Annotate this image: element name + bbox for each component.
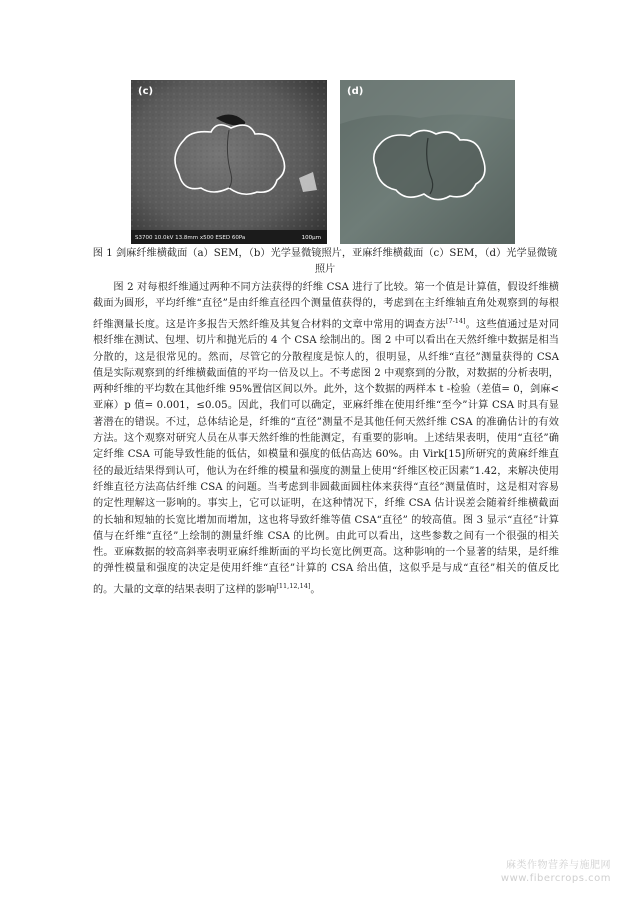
panel-d-label: (d): [347, 86, 364, 97]
optical-micrograph: [340, 80, 515, 244]
panel-c-label: (c): [138, 86, 154, 97]
sem-texture: [131, 80, 327, 244]
body-paragraph: [93, 280, 559, 598]
watermark-url: www.fibercrops.com: [500, 873, 611, 884]
figure-panel-d: [340, 80, 515, 244]
site-watermark: [501, 859, 611, 885]
body-text-end: 。: [310, 584, 321, 596]
figure-caption: 图 1 剑麻纤维横截面（a）SEM，（b）光学显微镜照片，亚麻纤维横截面（c）SEM，（d）光学显微镜照片: [92, 248, 558, 275]
body-text-part-2: 。这些值通过是对同根纤维在测试、包埋、切片和抛光后的 4 个 CSA 绘制出的。图 2 中可以看出在天然纤维中数据是相当分散的，这是很常见的。然而，尽管它的分散程度是惊人的，很明显，从纤维“直径”测量获得的 CSA 值是实际观察到的纤维横截面值的平均一倍及以上。不考虑图 2 中观察到的分散，对数据的分析表明，两种纤维的平均数在其他纤维 95%置信区间以外。此外，这个数据的两样本 t -检验（差值= 0，剑麻<亚麻）p 值= 0.001，≤0.05。因此，我们可以确定，亚麻纤维在使用纤维“至今”计算 CSA 时具有显著潜在的错误。不过，总体结论是，纤维的“直径”测量不是其他任何天然纤维 CSA 的准确估计的有效方法。这个观察对研究人员在从事天然纤维的性能测定，有重要的影响。上述结果表明，使用“直径”确定纤维 CSA 可能导致性能的低估，如模量和强度的低估高达 60%。由 Virk[15]所研究的黄麻纤维直径的最近结果得到认可，他认为在纤维的模量和强度的测量上使用“纤维区校正因素”1.42，来解决使用纤维直径方法高估纤维 CSA 的问题。当考虑到非圆截面圆柱体来获得“直径”测量值时，这是相对容易的定性理解这一影响的。事实上，它可以证明，在这种情况下，纤维 CSA 估计误差会随着纤维横截面的长轴和短轴的长宽比增加而增加，这也将导致纤维等值 CSA“直径” 的较高值。图 3 显示“直径”计算值与在纤维“直径”上绘制的测量纤维 CSA 的比例。由此可以看出，这些参数之间有一个很强的相关性。亚麻数据的较高斜率表明亚麻纤维断面的平均长宽比例更高。这种影响的一个显著的结果，是纤维的弹性模量和强度的决定是使用纤维“直径”计算的 CSA 给出值，这似乎是与成“直径”相关的值反比的。大量的文章的结果表明了这样的影响: [93, 318, 560, 596]
sem-micrograph: [131, 80, 327, 244]
watermark-title: 麻类作物营养与施肥网: [506, 860, 611, 871]
citation-ref-1: [7-14]: [445, 316, 466, 325]
citation-ref-2: [11,12,14]: [276, 581, 311, 590]
figure-panel-c: [131, 80, 327, 244]
body-text-part-1: 图 2 对每根纤维通过两种不同方法获得的纤维 CSA 进行了比较。第一个值是计算值，假设纤维横截面为圆形，平均纤维“直径”是由纤维直径四个测量值获得的，考虑到在主纤维轴直角处观察到的每根纤维测量长度。这是许多报告天然纤维及其复合材料的文章中常用的调查方法: [93, 282, 559, 330]
scale-bar-label: 100µm: [301, 235, 321, 241]
figure-1: [131, 80, 515, 244]
sem-info-text: S3700 10.0kV 13.8mm x500 ESED 60Pa: [135, 235, 246, 241]
